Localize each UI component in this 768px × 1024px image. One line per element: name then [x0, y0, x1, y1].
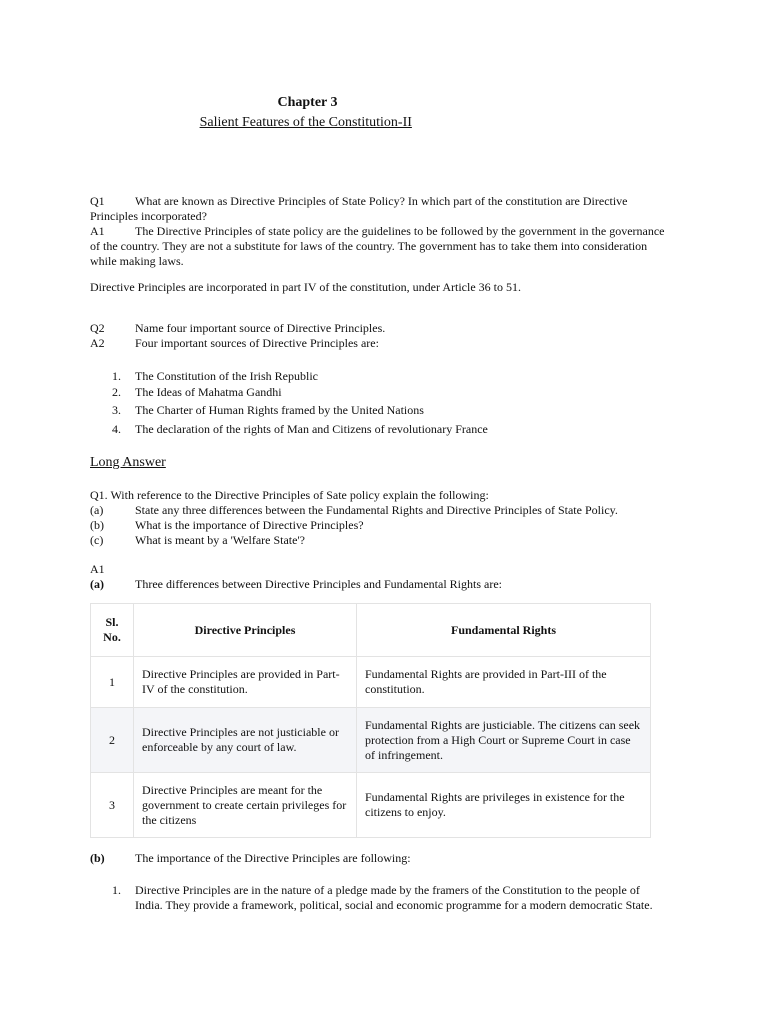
cell-sl: 1: [91, 657, 134, 708]
a1-answer: The Directive Principles of state policy are the guidelines to be followed by the government in the governance of the country. They are not a substitute for laws of the country. The government has to take them into consideration while making laws.: [90, 224, 665, 268]
part-label: (b): [90, 851, 105, 865]
long-answer-heading: Long Answer: [90, 455, 166, 470]
list-item-text: Directive Principles are in the nature of a pledge made by the framers of the Constitution to the people of India. They provide a framework, political, social and economic programme for a modern democratic State.: [135, 883, 653, 912]
long-a1-label: A1: [90, 562, 105, 576]
list-item: [90, 403, 670, 422]
list-item-number: 1.: [112, 883, 121, 897]
cell-fr: Fundamental Rights are justiciable. The citizens can seek protection from a High Court or Supreme Court in case of infringement.: [357, 708, 651, 773]
list-item-text: The Charter of Human Rights framed by the United Nations: [135, 403, 424, 417]
table-header-row: [91, 604, 651, 657]
q1-question-row: [90, 194, 670, 224]
list-item: [90, 422, 670, 437]
part-text: What is the importance of Directive Principles?: [135, 518, 364, 532]
q2-label: Q2: [90, 321, 105, 335]
sources-list: [90, 369, 670, 437]
long-q1-part-b: [90, 518, 670, 533]
q2-block: [90, 321, 670, 351]
part-text: State any three differences between the Fundamental Rights and Directive Principles of State Policy.: [135, 503, 618, 517]
list-item-number: 3.: [112, 403, 121, 417]
table-row: [91, 657, 651, 708]
list-item-number: 1.: [112, 369, 121, 383]
long-a1-part-b: [90, 851, 670, 866]
a1-label: A1: [90, 224, 105, 238]
q1-label: Q1: [90, 194, 105, 208]
part-text: What is meant by a 'Welfare State'?: [135, 533, 305, 547]
list-item: [90, 369, 670, 385]
column-header-fr: Fundamental Rights: [357, 604, 651, 657]
list-item-number: 4.: [112, 422, 121, 436]
part-text: Three differences between Directive Principles and Fundamental Rights are:: [135, 577, 502, 591]
cell-dp: Directive Principles are meant for the government to create certain privileges for the citizens: [134, 773, 357, 838]
list-item-text: The Constitution of the Irish Republic: [135, 369, 318, 383]
chapter-subtitle: [90, 115, 525, 131]
cell-sl: 3: [91, 773, 134, 838]
cell-sl: 2: [91, 708, 134, 773]
chapter-subtitle-text: Salient Features of the Constitution-II: [199, 115, 412, 130]
list-item: [90, 385, 670, 403]
q2-question: Name four important source of Directive Principles.: [135, 321, 386, 335]
column-header-dp: Directive Principles: [134, 604, 357, 657]
a1-answer-row: [90, 224, 670, 269]
cell-dp: Directive Principles are provided in Part-IV of the constitution.: [134, 657, 357, 708]
q1-block: [90, 194, 670, 269]
long-q1-intro: Q1. With reference to the Directive Principles of Sate policy explain the following:: [90, 488, 489, 502]
part-text: The importance of the Directive Principles are following:: [135, 851, 411, 865]
table-row: [91, 773, 651, 838]
cell-fr: Fundamental Rights are provided in Part-III of the constitution.: [357, 657, 651, 708]
part-label: (b): [90, 518, 104, 532]
differences-table: [90, 603, 651, 838]
chapter-title: Chapter 3: [277, 95, 338, 110]
a2-label: A2: [90, 336, 105, 350]
part-label: (a): [90, 577, 104, 591]
cell-dp: Directive Principles are not justiciable or enforceable by any court of law.: [134, 708, 357, 773]
long-q1-part-c: [90, 533, 670, 548]
long-a1-block: [90, 562, 670, 592]
q1-question: What are known as Directive Principles of State Policy? In which part of the constitution are Directive Principles incorporated?: [90, 194, 628, 223]
list-item-number: 2.: [112, 385, 121, 399]
q2-question-row: [90, 321, 670, 336]
column-header-sl: Sl. No.: [91, 604, 134, 657]
list-item: [90, 883, 670, 913]
part-label: (a): [90, 503, 104, 517]
part-label: (c): [90, 533, 104, 547]
a2-answer: Four important sources of Directive Principles are:: [135, 336, 379, 350]
list-item-text: The declaration of the rights of Man and Citizens of revolutionary France: [135, 422, 488, 436]
q1-extra: Directive Principles are incorporated in part IV of the constitution, under Article 36 to 51.: [90, 280, 521, 294]
table-row: [91, 708, 651, 773]
cell-fr: Fundamental Rights are privileges in existence for the citizens to enjoy.: [357, 773, 651, 838]
part-b-row: [90, 851, 670, 866]
long-a1-part-a: [90, 577, 670, 592]
long-q1-part-a: [90, 503, 670, 518]
importance-list: [90, 883, 670, 913]
a2-answer-row: [90, 336, 670, 351]
long-q1-block: [90, 488, 670, 548]
list-item-text: The Ideas of Mahatma Gandhi: [135, 385, 282, 399]
